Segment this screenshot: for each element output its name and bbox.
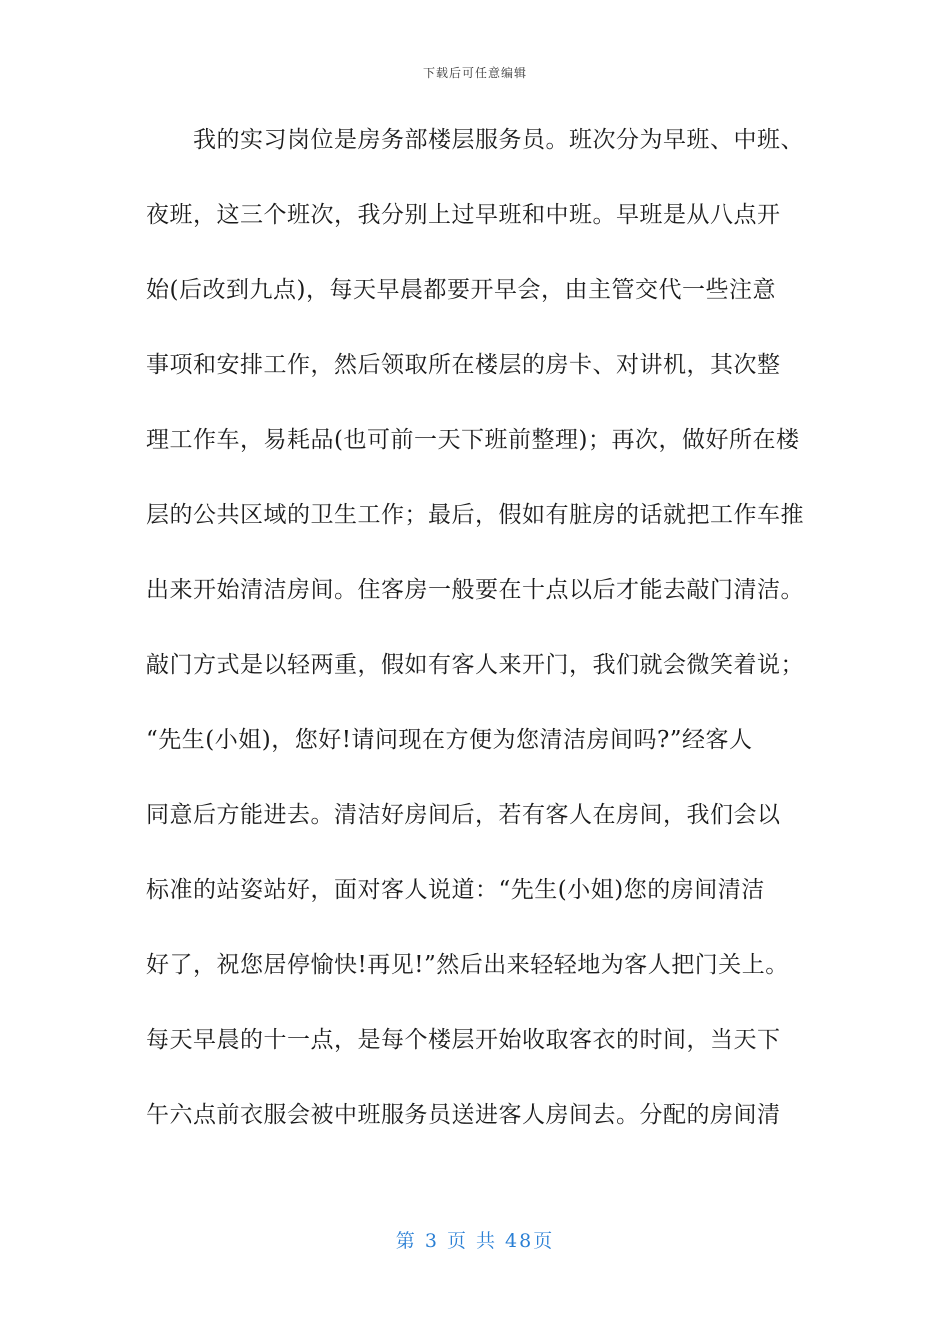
text-line: 标准的站姿站好，面对客人说道：“先生(小姐)您的房间清洁 [146, 877, 765, 903]
text-line: 我的实习岗位是房务部楼层服务员。班次分为早班、中班、 [146, 127, 804, 153]
text-line: 午六点前衣服会被中班服务员送进客人房间去。分配的房间清 [146, 1102, 781, 1128]
page-header: 下载后可任意编辑 [422, 66, 527, 80]
text-line: 夜班，这三个班次，我分别上过早班和中班。早班是从八点开 [146, 202, 781, 228]
text-line: 出来开始清洁房间。住客房一般要在十点以后才能去敲门清洁。 [146, 577, 804, 603]
page-footer: 第 3 页 共 48页 [395, 1230, 555, 1252]
text-line: 敲门方式是以轻两重，假如有客人来开门，我们就会微笑着说； [146, 652, 804, 678]
text-line: 层的公共区域的卫生工作；最后，假如有脏房的话就把工作车推 [146, 502, 804, 528]
text-line: 每天早晨的十一点，是每个楼层开始收取客衣的时间，当天下 [146, 1027, 781, 1053]
text-line: 理工作车，易耗品(也可前一天下班前整理)；再次，做好所在楼 [146, 427, 800, 453]
text-line: 好了，祝您居停愉快!再见!”然后出来轻轻地为客人把门关上。 [146, 952, 789, 978]
text-line: 始(后改到九点)，每天早晨都要开早会，由主管交代一些注意 [146, 277, 776, 303]
text-line: 事项和安排工作，然后领取所在楼层的房卡、对讲机，其次整 [146, 352, 781, 378]
text-line: 同意后方能进去。清洁好房间后，若有客人在房间，我们会以 [146, 802, 781, 828]
text-line: “先生(小姐)，您好!请问现在方便为您清洁房间吗?”经客人 [146, 727, 753, 753]
